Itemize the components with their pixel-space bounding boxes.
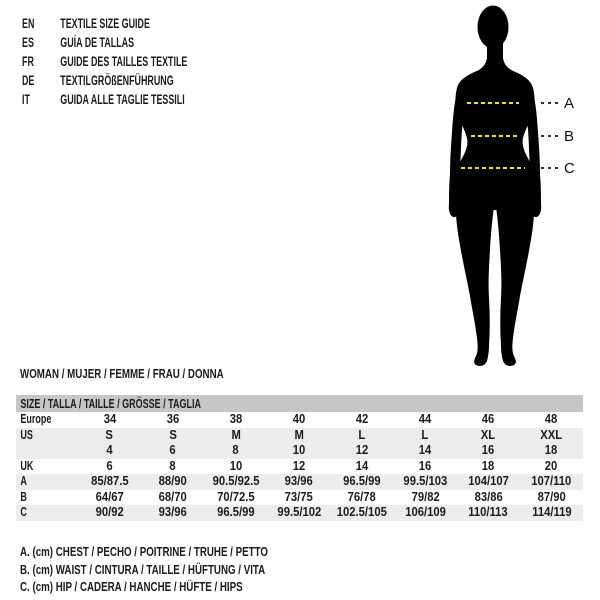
size-cell: 36	[166, 412, 179, 426]
size-cell: 10	[292, 443, 306, 457]
size-cell: 79/82	[411, 489, 440, 504]
language-list	[22, 14, 273, 109]
language-title: TEXTILE SIZE GUIDE	[60, 16, 150, 31]
size-cell: 44	[418, 412, 432, 426]
size-cell: 93/96	[284, 474, 314, 488]
language-title: GUIDE DES TAILLES TEXTILE	[60, 54, 188, 69]
language-code: DE	[22, 73, 35, 88]
language-code: EN	[22, 16, 35, 31]
size-cell: 34	[103, 412, 116, 426]
row-label: UK	[20, 458, 34, 473]
size-cell: 102.5/105	[337, 505, 388, 519]
size-cell: 106/109	[404, 505, 446, 519]
size-cell: 14	[418, 443, 432, 457]
size-cell: 10	[229, 458, 243, 473]
size-cell: 96.5/99	[343, 474, 381, 488]
size-cell: 104/107	[467, 474, 509, 488]
size-cell: 4	[106, 443, 113, 457]
size-cell: 114/119	[531, 505, 572, 519]
size-cell: 16	[482, 443, 495, 457]
size-cell: 87/90	[537, 489, 566, 504]
legend-line-a: A. (cm) CHEST / PECHO / POITRINE / TRUHE / PETTO	[20, 544, 268, 559]
size-cell: 68/70	[158, 489, 187, 504]
size-cell: 73/75	[284, 489, 314, 504]
size-cell: 99.5/103	[403, 474, 448, 488]
language-row-de	[22, 71, 187, 90]
measure-label-b: B	[564, 128, 575, 145]
language-code: FR	[22, 54, 34, 69]
table-row-us-numeric	[16, 443, 583, 459]
size-cell: 70/72.5	[217, 489, 255, 504]
silhouette-right-leg	[496, 180, 534, 366]
row-label: B	[20, 489, 27, 504]
size-cell: 16	[418, 458, 432, 473]
size-cell: 12	[355, 443, 369, 457]
size-cell: S	[105, 427, 114, 442]
size-cell: 90.5/92.5	[212, 474, 260, 488]
size-cell: XL	[481, 427, 496, 442]
language-row-fr	[22, 52, 187, 71]
language-title: GUÍA DE TALLAS	[60, 35, 135, 50]
size-cell: 42	[355, 412, 369, 426]
size-cell: 8	[169, 458, 176, 473]
size-cell: M	[231, 427, 241, 442]
size-cell: 48	[545, 412, 558, 426]
size-cell: 83/86	[474, 489, 503, 504]
silhouette-left-leg	[456, 180, 494, 366]
row-label: C	[20, 505, 27, 519]
size-cell: 96.5/99	[217, 505, 255, 519]
table-row-us	[16, 428, 583, 444]
language-row-it	[22, 90, 187, 109]
size-cell: 18	[482, 458, 495, 473]
language-row-en	[22, 14, 187, 33]
size-cell: 12	[292, 458, 306, 473]
size-cell: XXL	[540, 427, 563, 442]
size-cell: 64/67	[95, 489, 124, 504]
woman-silhouette	[415, 0, 600, 375]
size-cell: 38	[229, 412, 243, 426]
size-cell: L	[421, 427, 429, 442]
table-row-a	[16, 474, 583, 490]
table-row-c	[16, 505, 583, 521]
size-cell: 46	[482, 412, 495, 426]
size-cell: 99.5/102	[277, 505, 321, 519]
row-label: Europe	[20, 412, 52, 426]
size-cell: 107/110	[531, 474, 572, 488]
size-cell: 76/78	[347, 489, 377, 504]
legend-line-c: C. (cm) HIP / CADERA / HANCHE / HÜFTE / HIPS	[20, 579, 243, 594]
size-cell: 90/92	[95, 505, 124, 519]
legend-line-b: B. (cm) WAIST / CINTURA / TAILLE / HÜFTUNG / VITA	[20, 561, 266, 577]
size-cell: 40	[292, 412, 306, 426]
size-cell: 20	[545, 458, 558, 473]
row-label	[16, 443, 78, 459]
size-cell: 8	[232, 443, 239, 457]
size-cell: 6	[169, 443, 176, 457]
size-cell: 18	[545, 443, 558, 457]
size-cell: 85/87.5	[90, 474, 129, 488]
row-label: A	[20, 474, 27, 488]
size-cell: 93/96	[158, 505, 187, 519]
table-header-row	[16, 395, 583, 412]
table-row-uk	[16, 459, 583, 475]
language-code: IT	[22, 92, 30, 107]
size-cell: 88/90	[158, 474, 187, 488]
language-title: TEXTILGRÖßENFÜHRUNG	[60, 73, 174, 88]
size-cell: 6	[106, 458, 113, 473]
size-cell: 110/113	[468, 505, 509, 519]
size-cell: 14	[355, 458, 369, 473]
table-header-text: SIZE / TALLA / TAILLE / GRÖSSE / TAGLIA	[20, 396, 201, 411]
row-label: US	[20, 427, 33, 442]
table-header-cell	[16, 395, 583, 412]
table-row-b	[16, 490, 583, 506]
measurement-legend	[20, 543, 351, 596]
size-cell: L	[358, 427, 366, 442]
language-row-es	[22, 33, 187, 52]
section-title: WOMAN / MUJER / FEMME / FRAU / DONNA	[20, 366, 224, 381]
size-cell: S	[168, 427, 177, 442]
language-code: ES	[22, 35, 34, 50]
measure-label-a: A	[564, 95, 575, 112]
table-row-europe	[16, 412, 583, 428]
size-cell: M	[294, 427, 304, 442]
language-title: GUIDA ALLE TAGLIE TESSILI	[60, 92, 185, 107]
size-table	[16, 395, 583, 521]
measure-label-c: C	[564, 160, 575, 177]
